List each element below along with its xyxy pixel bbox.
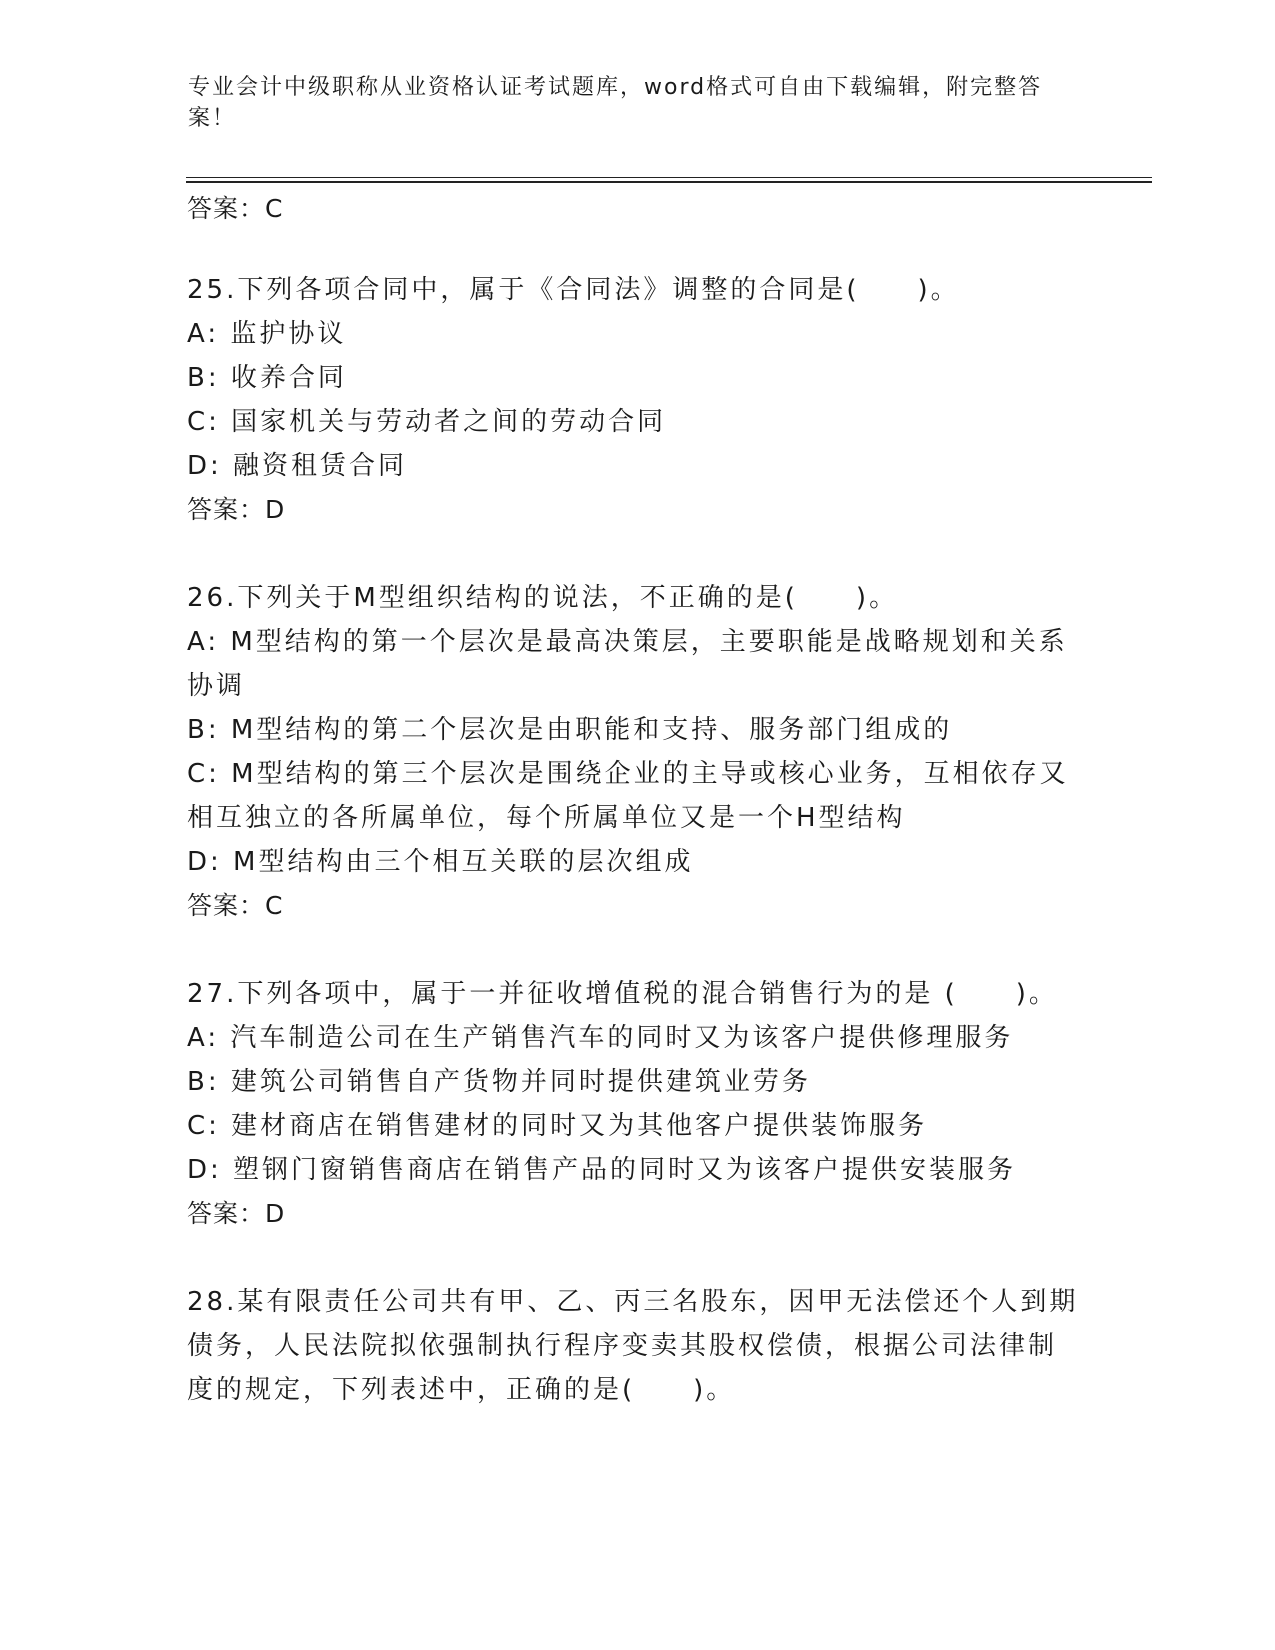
question-27-option-a: A: 汽车制造公司在生产销售汽车的同时又为该客户提供修理服务 [187,1023,1014,1053]
question-27-stem: 27.下列各项中，属于一并征收增值税的混合销售行为的是 ( )。 [187,979,1058,1009]
question-27-option-d: D: 塑钢门窗销售商店在销售产品的同时又为该客户提供安装服务 [187,1155,1017,1185]
question-26-option-a-line2: 协调 [187,671,246,701]
question-26-stem: 26.下列关于M型组织结构的说法，不正确的是( )。 [187,583,899,613]
answer-26: 答案：C [187,891,284,920]
question-25-stem: 25.下列各项合同中，属于《合同法》调整的合同是( )。 [187,275,960,305]
question-25-option-b: B: 收养合同 [187,363,347,393]
question-25-option-d: D: 融资租赁合同 [187,451,408,481]
document-header: 专业会计中级职称从业资格认证考试题库，word格式可自由下载编辑，附完整答案！ [188,75,1043,131]
question-28-stem-line2: 债务，人民法院拟依强制执行程序变卖其股权偿债，根据公司法律制 [187,1331,1058,1361]
question-27-option-c: C: 建材商店在销售建材的同时又为其他客户提供装饰服务 [187,1111,928,1141]
answer-27: 答案：D [187,1199,286,1228]
question-28-stem-line1: 28.某有限责任公司共有甲、乙、丙三名股东，因甲无法偿还个人到期 [187,1287,1079,1317]
question-26-option-d: D: M型结构由三个相互关联的层次组成 [187,847,694,877]
question-26-option-c-line1: C: M型结构的第三个层次是围绕企业的主导或核心业务，互相依存又 [187,759,1069,789]
question-27-option-b: B: 建筑公司销售自产货物并同时提供建筑业劳务 [187,1067,811,1097]
question-26-option-b: B: M型结构的第二个层次是由职能和支持、服务部门组成的 [187,715,953,745]
question-25-option-a: A: 监护协议 [187,319,347,349]
question-28-stem-line3: 度的规定，下列表述中，正确的是( )。 [187,1375,736,1405]
question-25-option-c: C: 国家机关与劳动者之间的劳动合同 [187,407,667,437]
answer-25: 答案：D [187,495,286,524]
header-divider-thick [186,181,1152,183]
answer-24: 答案：C [187,194,284,223]
header-divider-thin [186,177,1152,178]
question-26-option-a-line1: A: M型结构的第一个层次是最高决策层，主要职能是战略规划和关系 [187,627,1068,657]
question-26-option-c-line2: 相互独立的各所属单位，每个所属单位又是一个H型结构 [187,803,906,833]
